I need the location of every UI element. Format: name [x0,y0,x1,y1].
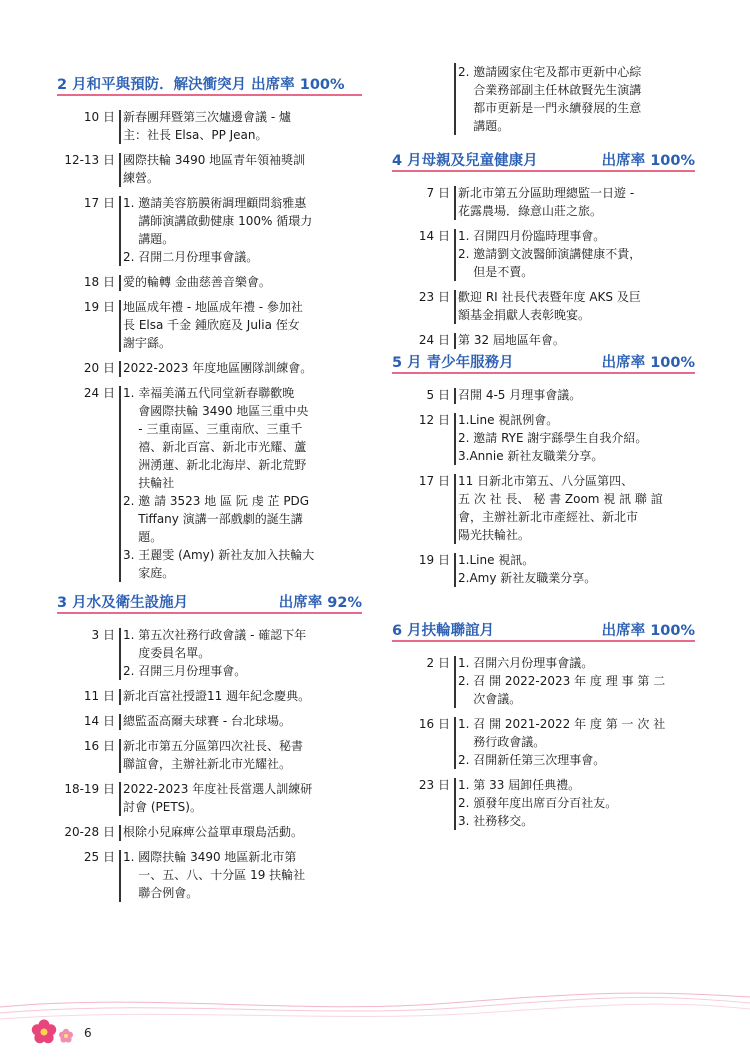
section-title: 5 月 青少年服務月 [392,354,514,371]
event-lines [458,288,695,324]
event-divider [119,739,121,773]
event-text-line: 總監盃高爾夫球賽 - 台北球場。 [123,714,291,728]
event-divider [119,628,121,680]
event-divider [454,553,456,587]
event-text-line: 五 次 社 長、 秘 書 Zoom 視 訊 聯 誼 [458,492,663,506]
event-lines [123,298,362,352]
event-text-line: 2.Amy 新社友職業分享。 [458,571,597,585]
event-date: 5 日 [426,388,450,402]
event-text-line: 都市更新是一門永續發展的生意 [458,101,642,115]
event-divider [119,714,121,730]
event-text-line: 2. 邀 請 3523 地 區 阮 虔 芷 PDG [123,494,310,508]
event-text-line: 會國際扶輪 3490 地區三重中央 [123,404,309,418]
event-entry [57,384,362,582]
event-divider [119,689,121,705]
event-text-line: 陽光扶輪社。 [458,528,531,542]
event-date: 7 日 [426,186,450,200]
event-entry [392,411,695,465]
section-title: 2 月和平與預防．解決衝突月 出席率 100% [57,76,345,93]
section-title: 3 月水及衛生設施月 [57,594,189,611]
event-lines [123,823,362,841]
event-text-line: 新北百富社授證11 週年紀念慶典。 [123,689,311,703]
event-text-line: 1.Line 視訊例會。 [458,413,559,427]
event-text-line: 2. 頒發年度出席百分百社友。 [458,796,618,810]
event-entry [57,687,362,705]
event-text-line: 額基金捐獻人表彰晚宴。 [458,308,591,322]
event-text-line: 家庭。 [123,566,175,580]
event-divider [454,63,456,135]
event-text-line: 國際扶輪 3490 地區青年領袖獎訓 [123,153,306,167]
event-text-line: 1. 邀請美容筋膜術調理顧問翁雅惠 [123,196,307,210]
event-text-line: 練營。 [123,171,160,185]
event-text-line: 3. 王麗雯 (Amy) 新社友加入扶輪大 [123,548,315,562]
event-date: 14 日 [418,229,450,243]
event-lines [123,384,362,582]
section-title: 6 月扶輪聯誼月 [392,622,495,639]
event-date: 25 日 [83,850,115,864]
event-text-line: 題。 [123,530,163,544]
event-text-line: 禧、新北百富、新北市光耀、蘆 [123,440,307,454]
event-date: 12-13 日 [64,153,115,167]
event-text-line: 3.Annie 新社友職業分享。 [458,449,604,463]
event-entry [392,776,695,830]
event-divider [454,778,456,830]
event-lines [123,848,362,902]
event-divider [119,850,121,902]
event-lines [458,227,695,281]
event-lines [458,472,695,544]
section-heading [392,350,695,374]
event-lines [123,780,362,816]
event-text-line: 2022-2023 年度地區團隊訓練會。 [123,361,313,375]
event-text-line: 花露農場．綠意山莊之旅。 [458,204,603,218]
event-divider [119,300,121,352]
attendance-rate: 出席率 100% [601,622,695,639]
event-date: 14 日 [83,714,115,728]
event-entry [57,151,362,187]
event-divider [119,153,121,187]
event-date: 19 日 [83,300,115,314]
event-lines [458,654,695,708]
event-date: 20 日 [83,361,115,375]
event-entry [57,823,362,841]
event-divider [454,656,456,708]
event-text-line: 2. 邀請劉文波醫師演講健康不貴， [458,247,642,261]
event-entry [57,780,362,816]
event-divider [454,333,456,349]
event-date: 3 日 [91,628,115,642]
event-entry [57,737,362,773]
event-entry [392,386,695,404]
event-lines [458,776,695,830]
event-divider [454,474,456,544]
event-date: 17 日 [83,196,115,210]
event-text-line: 會，主辦社新北市產經社、新北市 [458,510,639,524]
event-date: 11 日 [83,689,115,703]
event-divider [119,361,121,377]
event-text-line: 2. 邀請 RYE 謝宇繇學生自我介紹。 [458,431,648,445]
event-date: 12 日 [418,413,450,427]
event-text-line: 講題。 [123,232,175,246]
event-text-line: 聯誼會，主辦社新北市光耀社。 [123,757,292,771]
event-date: 20-28 日 [64,825,115,839]
event-date: 19 日 [418,553,450,567]
event-date: 24 日 [418,333,450,347]
event-date: 18 日 [83,275,115,289]
event-text-line: 講題。 [458,119,510,133]
event-divider [119,386,121,582]
event-text-line: 謝宇繇。 [123,336,172,350]
event-text-line: 2. 召 開 2022-2023 年 度 理 事 第 二 [458,674,666,688]
attendance-rate: 出席率 92% [278,594,362,611]
event-date: 10 日 [83,110,115,124]
event-divider [119,110,121,144]
event-date: 18-19 日 [64,782,115,796]
event-text-line: 討會 (PETS)。 [123,800,202,814]
event-date: 2 日 [426,656,450,670]
event-date: 17 日 [418,474,450,488]
event-divider [454,413,456,465]
event-entry [57,359,362,377]
event-entry [392,715,695,769]
section-title: 4 月母親及兒童健康月 [392,152,538,169]
event-entry [57,273,362,291]
event-text-line: 新北市第五分區助理總監一日遊 - [458,186,635,200]
event-divider [454,388,456,404]
event-lines [458,386,695,404]
event-text-line: 務行政會議。 [458,735,546,749]
event-entry [392,654,695,708]
event-text-line: 愛的輪轉 金曲慈善音樂會。 [123,275,271,289]
event-lines [123,626,362,680]
event-date: 16 日 [418,717,450,731]
event-date: 23 日 [418,778,450,792]
event-text-line: 新北市第五分區第四次社長、秘書 [123,739,304,753]
event-text-line: 一、五、八、十分區 19 扶輪社 [123,868,306,882]
event-entry [57,712,362,730]
event-text-line: 1.Line 視訊。 [458,553,535,567]
event-divider [454,717,456,769]
event-lines [458,551,695,587]
event-text-line: 1. 國際扶輪 3490 地區新北市第 [123,850,297,864]
event-divider [454,186,456,220]
event-text-line: 扶輪社 [123,476,175,490]
event-lines [123,737,362,773]
event-date: 24 日 [83,386,115,400]
decorative-wave-lines [0,985,750,1025]
event-entry [392,227,695,281]
event-lines [123,151,362,187]
event-divider [119,275,121,291]
event-text-line: 2. 召開三月份理事會。 [123,664,247,678]
event-lines [123,194,362,266]
event-text-line: 次會議。 [458,692,522,706]
event-lines [458,411,695,465]
page-number: 6 [84,1026,92,1040]
event-text-line: 11 日新北市第五、八分區第四、 [458,474,634,488]
event-text-line: 長 Elsa 千金 鍾欣庭及 Julia 侄女 [123,318,300,332]
event-divider [454,229,456,281]
section-heading [392,148,695,172]
event-text-line: 歡迎 RI 社長代表暨年度 AKS 及巨 [458,290,641,304]
event-text-line: 但是不賣。 [458,265,534,279]
event-entry [392,551,695,587]
event-text-line: 1. 召開六月份理事會議。 [458,656,594,670]
event-text-line: 1. 第 33 屆卸任典禮。 [458,778,581,792]
attendance-rate: 出席率 100% [601,354,695,371]
event-lines [123,359,362,377]
event-text-line: 主：社長 Elsa、PP Jean。 [123,128,268,142]
section-heading [392,618,695,642]
event-text-line: 度委員名單。 [123,646,211,660]
section-heading [57,72,362,96]
event-text-line: 聯合例會。 [123,886,199,900]
event-date: 23 日 [418,290,450,304]
attendance-rate: 出席率 100% [601,152,695,169]
event-lines [123,108,362,144]
event-lines [123,273,362,291]
event-entry [392,288,695,324]
event-lines [458,331,695,349]
event-text-line: 地區成年禮 - 地區成年禮 - 參加社 [123,300,303,314]
event-text-line: 1. 第五次社務行政會議 - 確認下年 [123,628,307,642]
event-entry [57,108,362,144]
event-text-line: 2022-2023 年度社長當選人訓練研 [123,782,313,796]
event-text-line: 3. 社務移交。 [458,814,534,828]
event-divider [119,782,121,816]
event-entry [392,472,695,544]
event-text-line: 合業務部副主任林啟賢先生演講 [458,83,642,97]
event-text-line: 新春團拜暨第三次爐邊會議 - 爐 [123,110,291,124]
event-text-line: Tiffany 演講一部戲劇的誕生講 [123,512,303,526]
event-divider [454,290,456,324]
event-date: 16 日 [83,739,115,753]
event-lines [123,687,362,705]
event-text-line: 第 32 屆地區年會。 [458,333,565,347]
flower-icon [28,1016,78,1048]
event-text-line: 2. 召開二月份理事會議。 [123,250,259,264]
event-text-line: - 三重南區、三重南欣、三重千 [123,422,303,436]
event-text-line: 2. 邀請國家住宅及都市更新中心綜 [458,65,642,79]
event-entry [57,626,362,680]
event-entry [57,848,362,902]
event-text-line: 洲湧蓮、新北北海岸、新北荒野 [123,458,307,472]
event-divider [119,196,121,266]
event-entry [57,194,362,266]
event-lines [458,184,695,220]
event-text-line: 召開 4-5 月理事會議。 [458,388,582,402]
event-entry [392,184,695,220]
event-entry [57,298,362,352]
event-text-line: 講師演講啟動健康 100% 循環力 [123,214,313,228]
event-entry [392,331,695,349]
event-divider [119,825,121,841]
event-lines [458,63,695,135]
event-text-line: 2. 召開新任第三次理事會。 [458,753,606,767]
event-text-line: 根除小兒麻痺公益單車環島活動。 [123,825,304,839]
event-text-line: 1. 召開四月份臨時理事會。 [458,229,606,243]
event-lines [458,715,695,769]
event-text-line: 1. 召 開 2021-2022 年 度 第 一 次 社 [458,717,666,731]
event-text-line: 1. 幸福美滿五代同堂新春聯歡晚 [123,386,295,400]
event-lines [123,712,362,730]
section-heading [57,590,362,614]
